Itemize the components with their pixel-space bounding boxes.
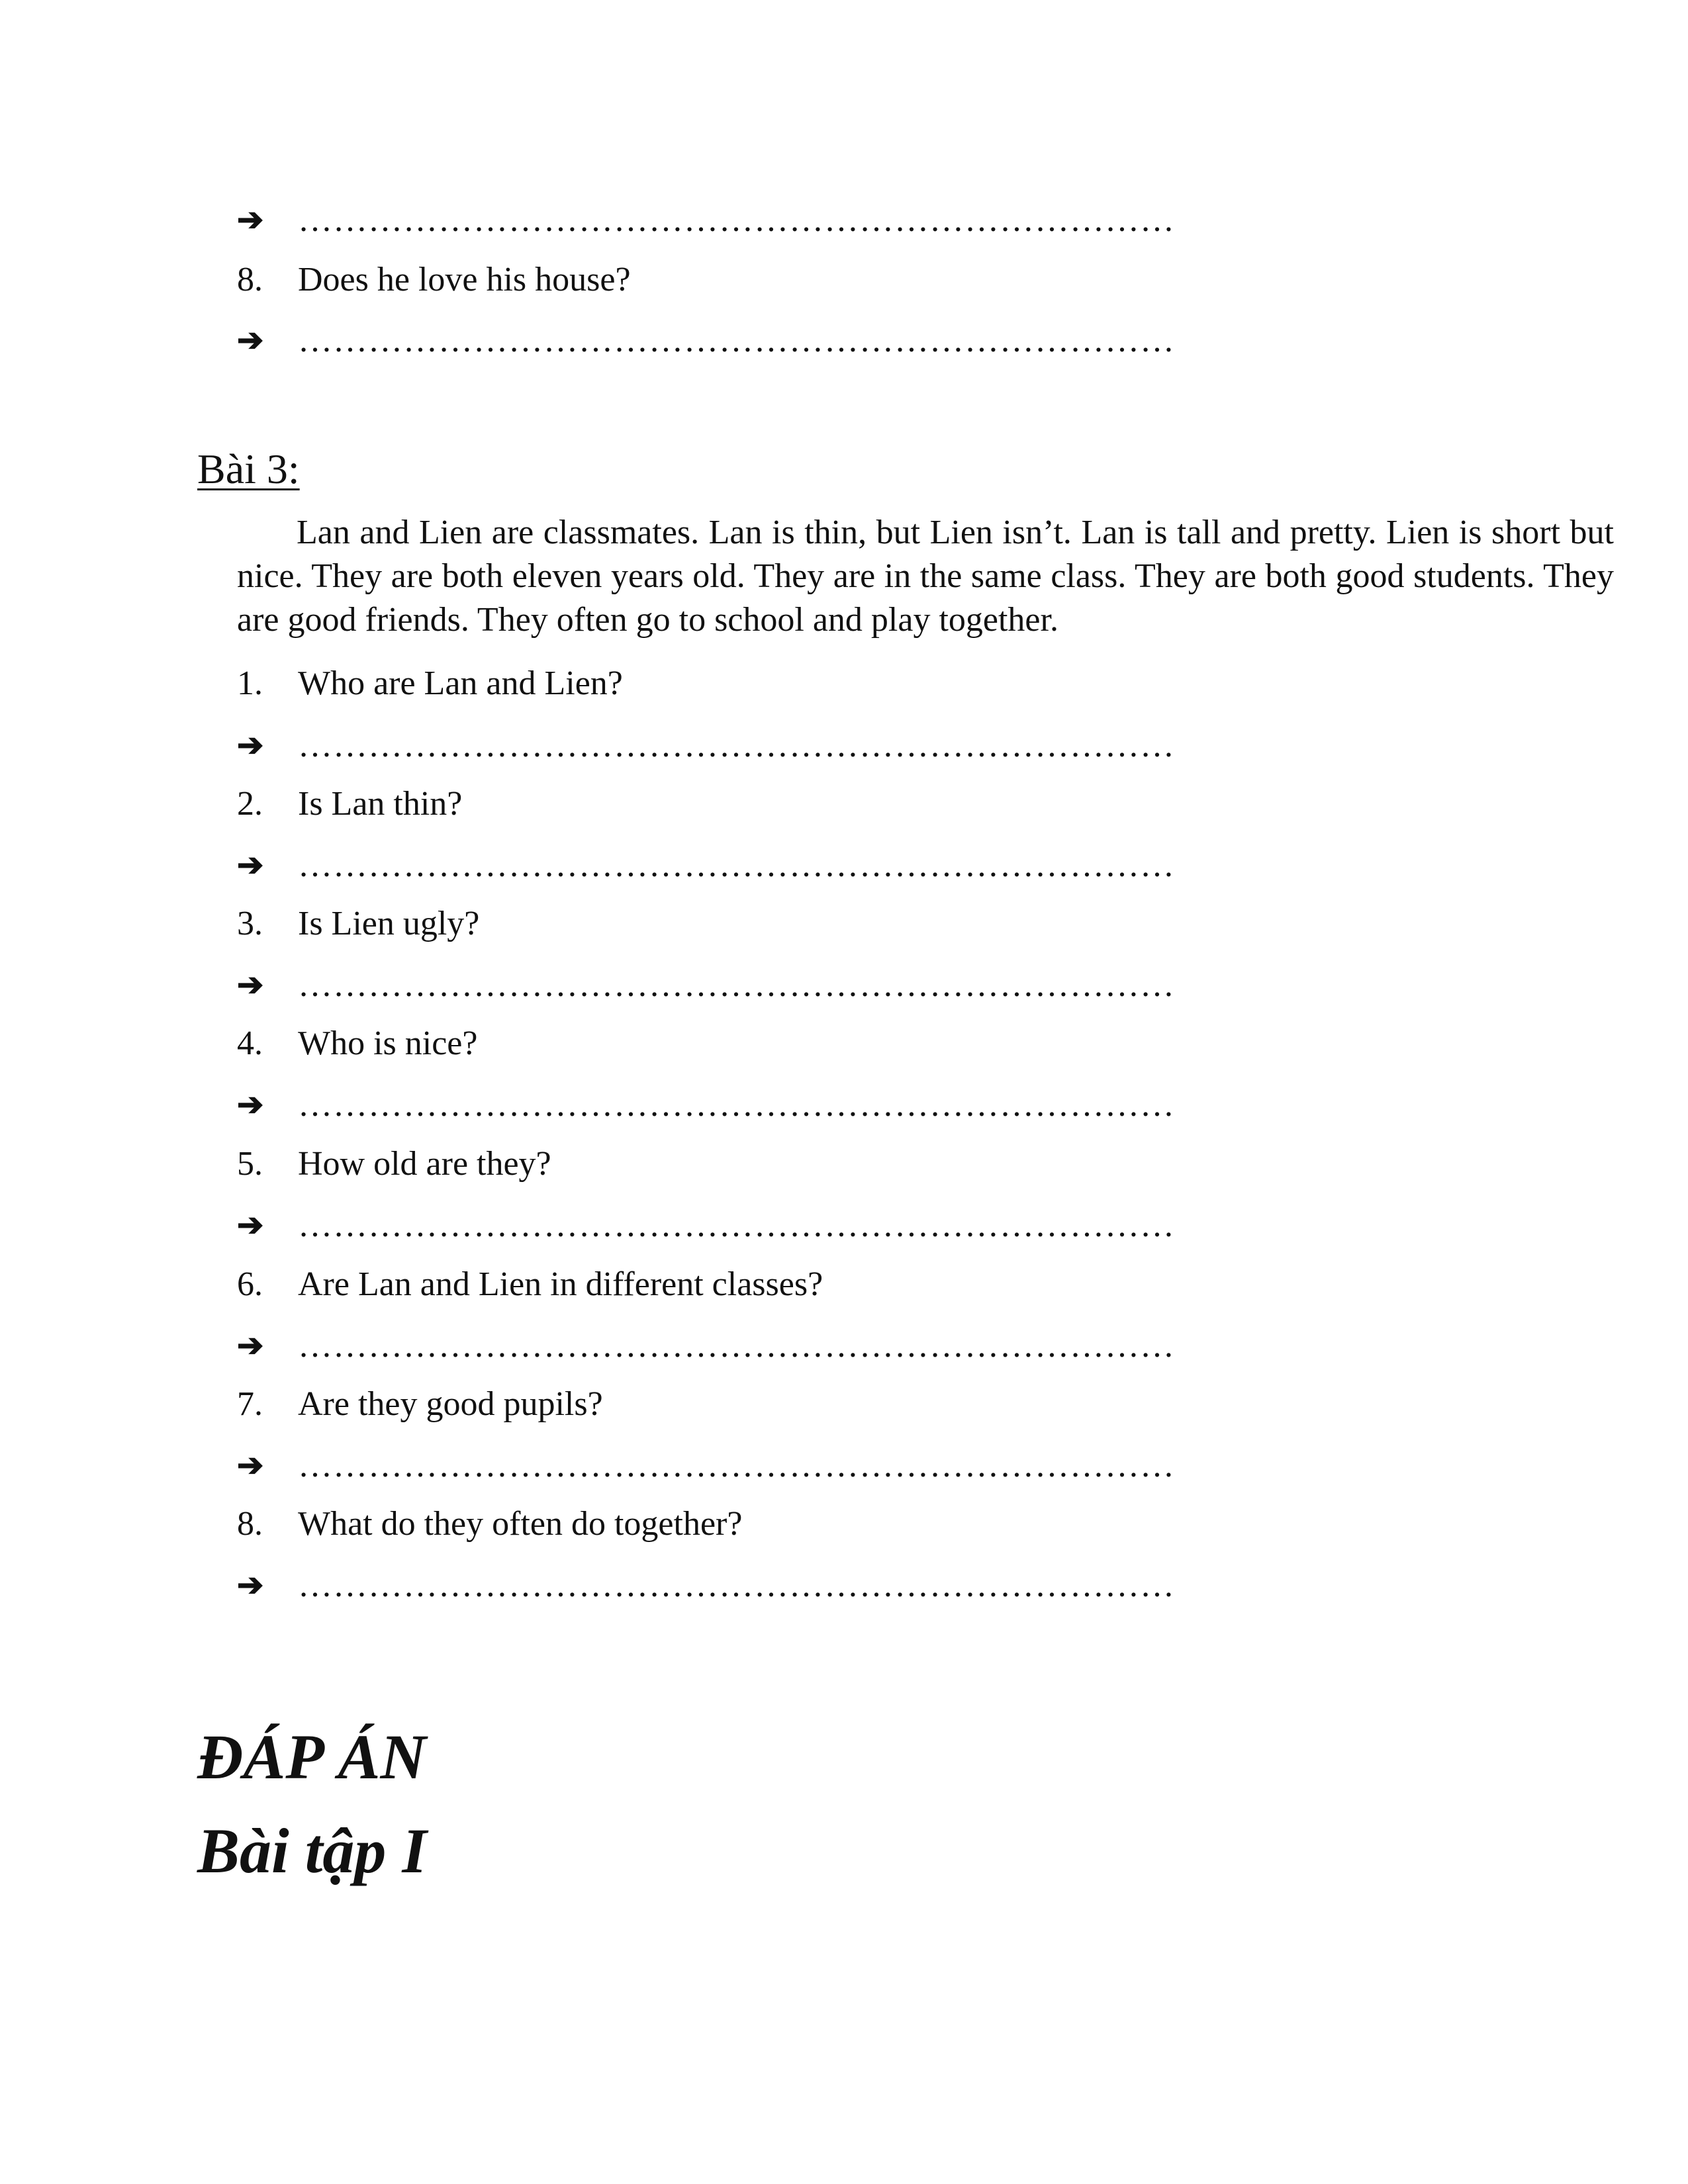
question-text: Is Lan thin? [298,785,463,823]
question-text: How old are they? [298,1145,551,1183]
arrow-icon: ➔ [237,968,264,1003]
arrow-icon: ➔ [237,1208,264,1243]
arrow-icon: ➔ [237,728,264,763]
reading-passage: Lan and Lien are classmates. Lan is thin, but Lien isn’t. Lan is tall and pretty. Lien is short but nice. They are both eleven years old. They are in the same class. They are both good students. They are good friends. They often go to school and play together. [237,514,1614,639]
question-number: 3. [237,905,263,942]
answer-key-subtitle: Bài tập I [197,1815,427,1886]
arrow-icon: ➔ [237,1568,264,1603]
answer-key-title: ĐÁP ÁN [197,1721,426,1792]
question-number: 8. [237,261,263,298]
answer-blank: ………………………………………………………………… [298,1086,1175,1124]
question-text: Does he love his house? [298,261,631,298]
answer-blank: ………………………………………………………………… [298,1206,1175,1244]
answer-blank: ………………………………………………………………… [298,322,1175,359]
answer-blank: ………………………………………………………………… [298,966,1175,1004]
question-text: Are they good pupils? [298,1385,603,1423]
answer-blank: ………………………………………………………………… [298,846,1175,884]
answer-blank: ………………………………………………………………… [298,201,1175,239]
arrow-icon: ➔ [237,1328,264,1363]
arrow-icon: ➔ [237,203,264,238]
question-number: 1. [237,664,263,702]
question-text: What do they often do together? [298,1505,743,1543]
arrow-icon: ➔ [237,848,264,883]
question-number: 7. [237,1385,263,1423]
question-text: Are Lan and Lien in different classes? [298,1265,823,1303]
question-number: 8. [237,1505,263,1543]
question-text: Is Lien ugly? [298,905,480,942]
question-text: Who is nice? [298,1024,478,1062]
answer-blank: ………………………………………………………………… [298,727,1175,764]
question-text: Who are Lan and Lien? [298,664,623,702]
question-number: 2. [237,785,263,823]
arrow-icon: ➔ [237,323,264,358]
section-heading: Bài 3: [197,445,300,492]
answer-blank: ………………………………………………………………… [298,1327,1175,1365]
arrow-icon: ➔ [237,1448,264,1483]
question-number: 4. [237,1024,263,1062]
question-number: 6. [237,1265,263,1303]
answer-blank: ………………………………………………………………… [298,1567,1175,1604]
answer-blank: ………………………………………………………………… [298,1447,1175,1484]
question-number: 5. [237,1145,263,1183]
arrow-icon: ➔ [237,1087,264,1122]
